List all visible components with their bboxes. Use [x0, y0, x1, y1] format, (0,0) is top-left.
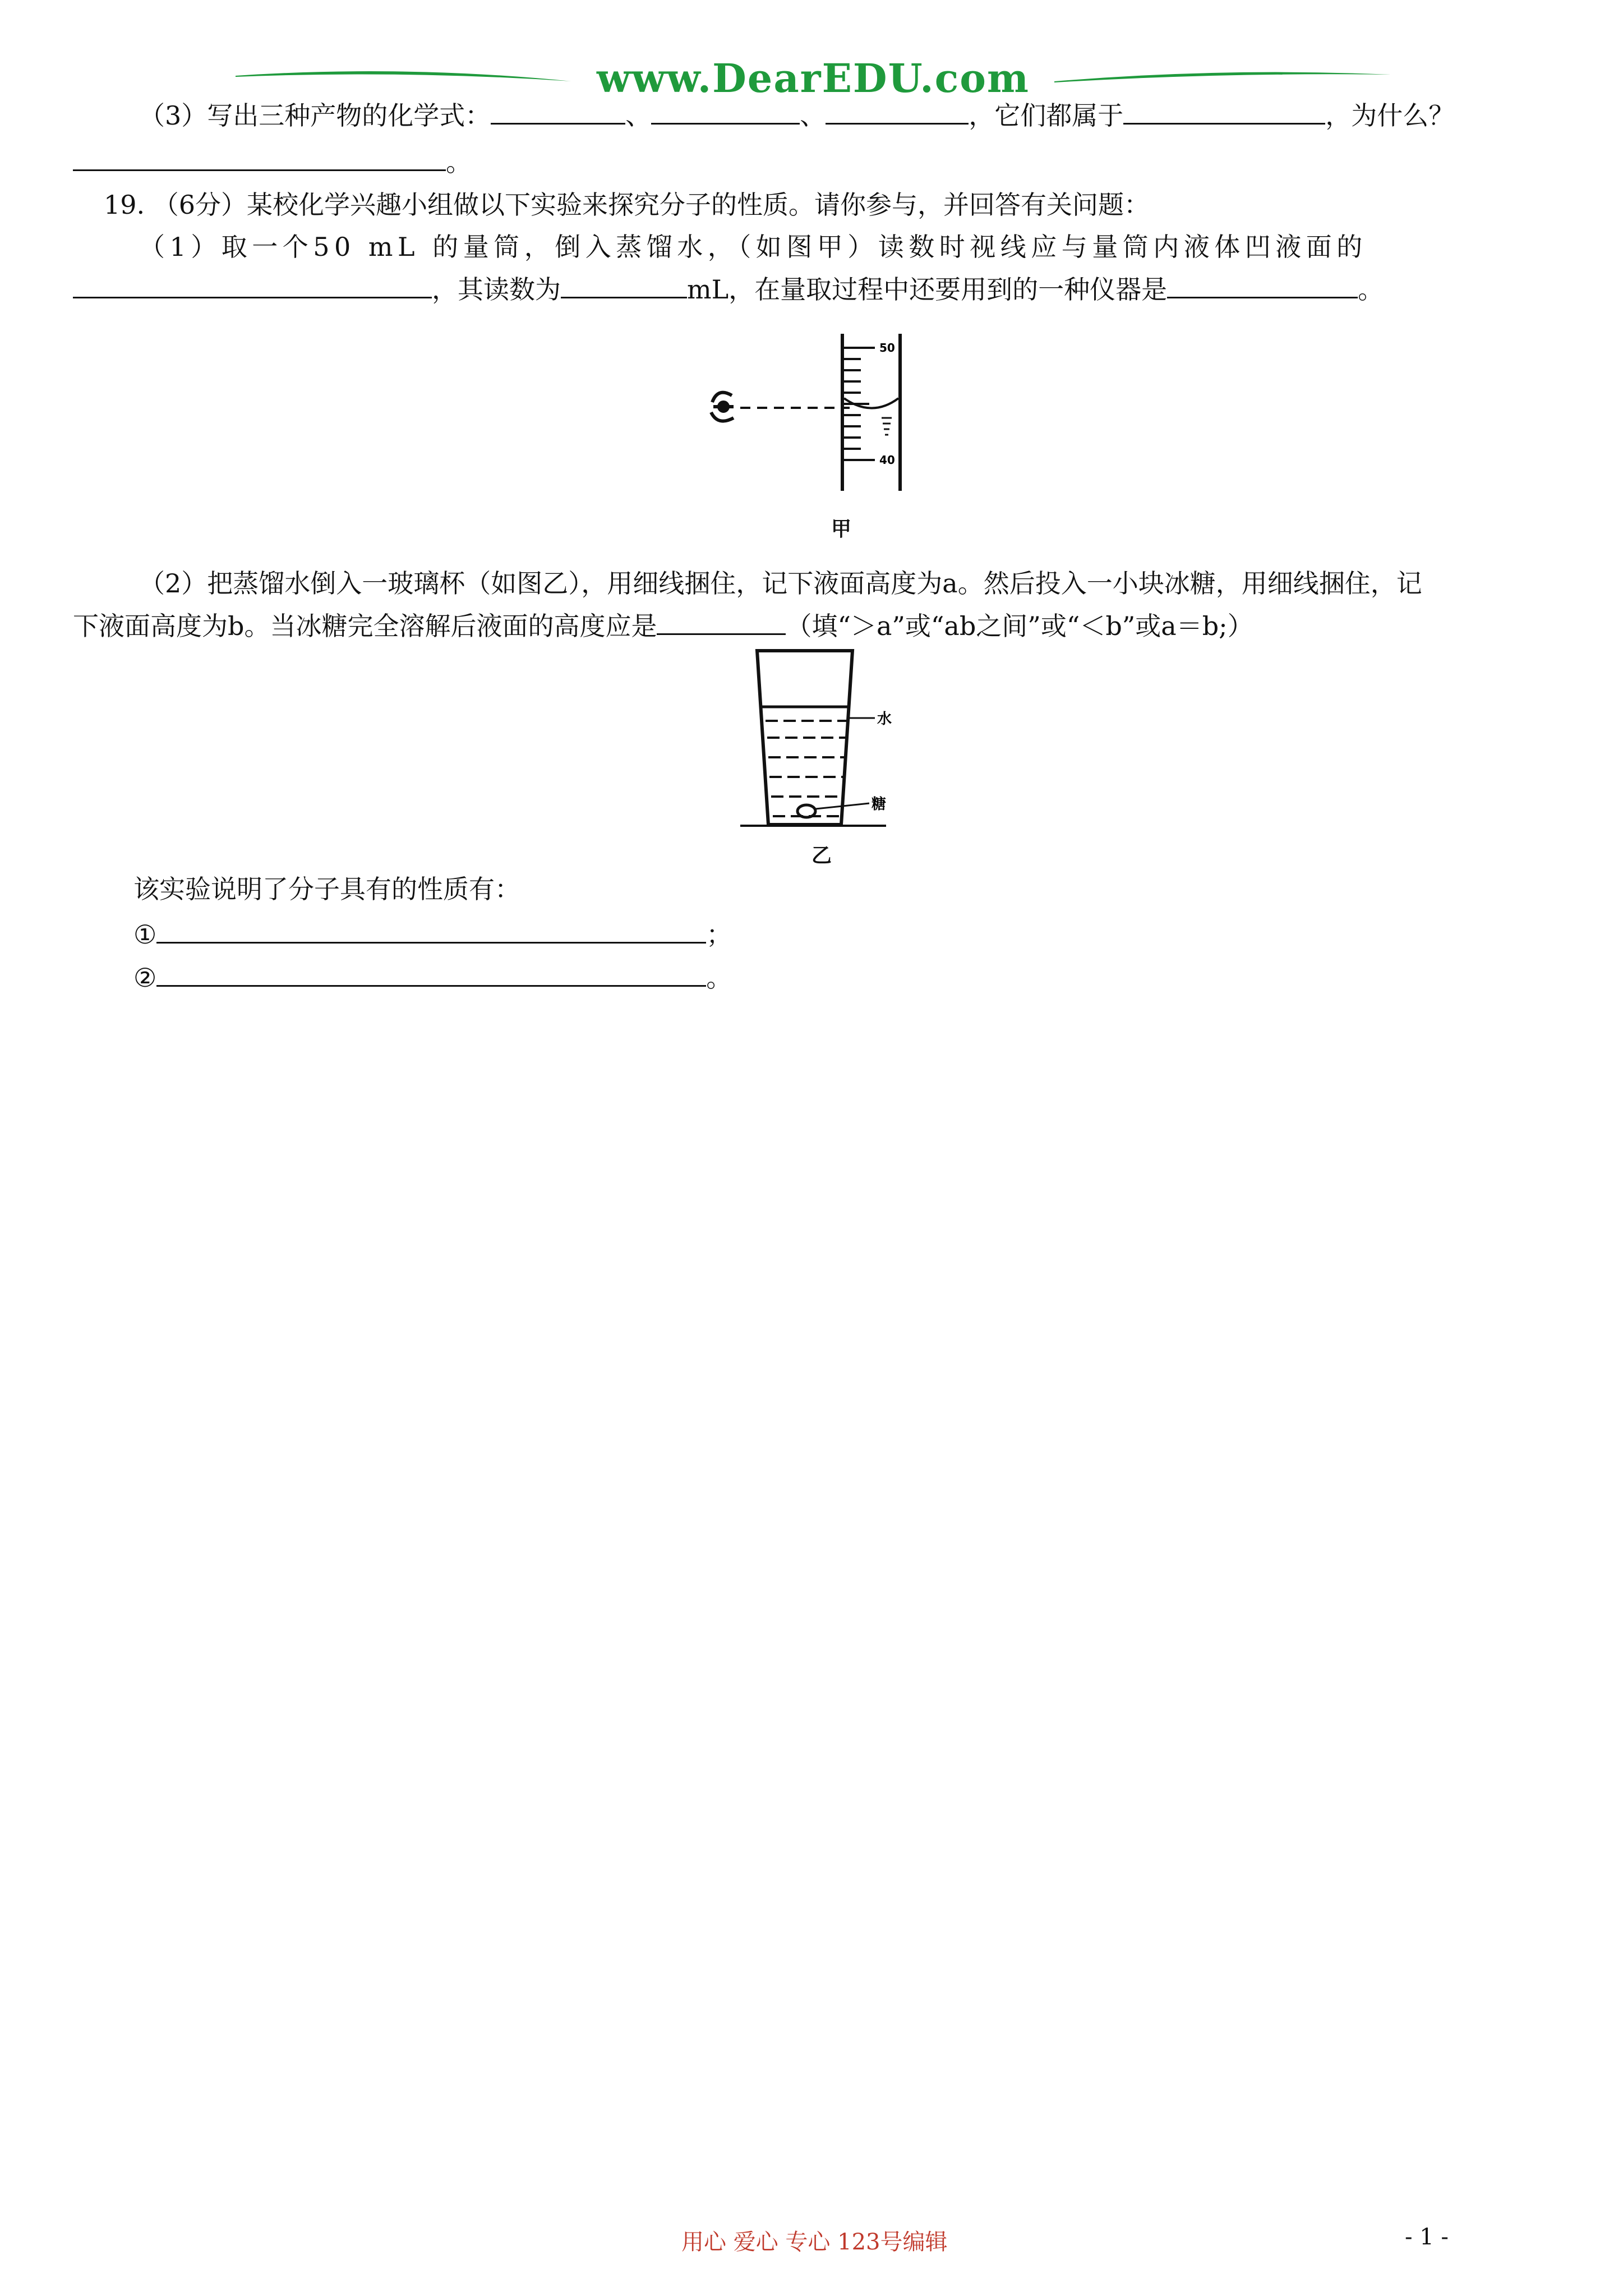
q3-prefix: （3）写出三种产物的化学式： — [139, 100, 491, 131]
q3-end: ，为什么？ — [1325, 100, 1455, 131]
q19-part1-end: 。 — [1358, 274, 1384, 305]
item-1-end: ； — [706, 919, 732, 950]
figure-glass-with-sugar — [740, 645, 909, 836]
q19-part1-sightline-blank[interactable] — [73, 272, 432, 298]
q3-line-2 — [73, 145, 472, 179]
q3-answer-blank-1[interactable] — [491, 98, 625, 125]
q3-middle: ，它们都属于 — [969, 100, 1124, 131]
liquid-hatching — [882, 418, 892, 435]
figure-1-caption: 甲 — [831, 518, 852, 541]
label-water: 水 — [877, 711, 892, 728]
q3-separator-1: 、 — [625, 100, 652, 131]
q19-part2-text-a: 下液面高度为b。当冰糖完全溶解后液面的高度应是 — [73, 611, 657, 641]
item-2-marker: ② — [133, 963, 157, 993]
q19-part1-unit: mL，在量取过程中还要用到的一种仪器是 — [687, 274, 1168, 305]
q19-intro: 19. （6分）某校化学兴趣小组做以下实验来探究分子的性质。请你参与，并回答有关问题： — [104, 190, 1150, 220]
q3-end-period: 。 — [446, 147, 472, 177]
property-item-1 — [133, 917, 732, 951]
q19-part1-line2 — [73, 272, 1384, 306]
property-item-2 — [133, 960, 732, 995]
q3-category-blank[interactable] — [1123, 98, 1325, 125]
property-2-blank[interactable] — [156, 960, 706, 987]
property-1-blank[interactable] — [156, 917, 706, 944]
q19-part1-reading-blank[interactable] — [561, 272, 687, 298]
site-name: www.DearEDU.com — [596, 55, 1030, 102]
q19-part2-text-b: （填“＞a”或“ab之间”或“＜b”或a＝b;） — [786, 611, 1253, 641]
water-dashes — [766, 721, 847, 816]
q19-part1-instrument-blank[interactable] — [1167, 272, 1358, 298]
q19-part1-line1: （1）取一个50 mL 的量筒，倒入蒸馏水，（如图甲）读数时视线应与量筒内液体凹液面的 — [139, 232, 1367, 262]
meniscus — [844, 398, 898, 408]
figure-2-caption: 乙 — [811, 844, 832, 867]
q19-part2-line1: （2）把蒸馏水倒入一玻璃杯（如图乙），用细线捆住，记下液面高度为a。然后投入一小块冰糖，用细线捆住，记 — [139, 568, 1422, 599]
q3-separator-2: 、 — [800, 100, 826, 131]
q3-line — [139, 98, 1454, 132]
q3-answer-blank-2[interactable] — [651, 98, 800, 125]
right-swoosh-decoration — [1054, 65, 1391, 87]
site-header-banner — [236, 53, 1391, 104]
footer-editor-note: 用心 爱心 专心 123号编辑 — [681, 2229, 948, 2255]
tick-label-50: 50 — [879, 341, 895, 355]
page-number: - 1 - — [1405, 2224, 1449, 2250]
item-2-end: 。 — [706, 963, 732, 993]
q19-part1-mid: ，其读数为 — [432, 274, 561, 305]
q3-answer-blank-3[interactable] — [826, 98, 969, 125]
figure-graduated-cylinder — [701, 328, 925, 496]
eye-icon — [711, 393, 734, 421]
label-sugar: 糖 — [872, 796, 887, 813]
q19-part2-height-blank[interactable] — [657, 609, 786, 635]
sugar-lump — [797, 805, 815, 817]
tick-label-40: 40 — [879, 453, 895, 467]
q3-reason-blank[interactable] — [73, 145, 446, 171]
item-1-marker: ① — [133, 919, 157, 950]
q19-part2-line2 — [73, 609, 1253, 643]
cylinder-scale — [842, 348, 875, 460]
conclusion-text: 该实验说明了分子具有的性质有： — [133, 874, 520, 904]
